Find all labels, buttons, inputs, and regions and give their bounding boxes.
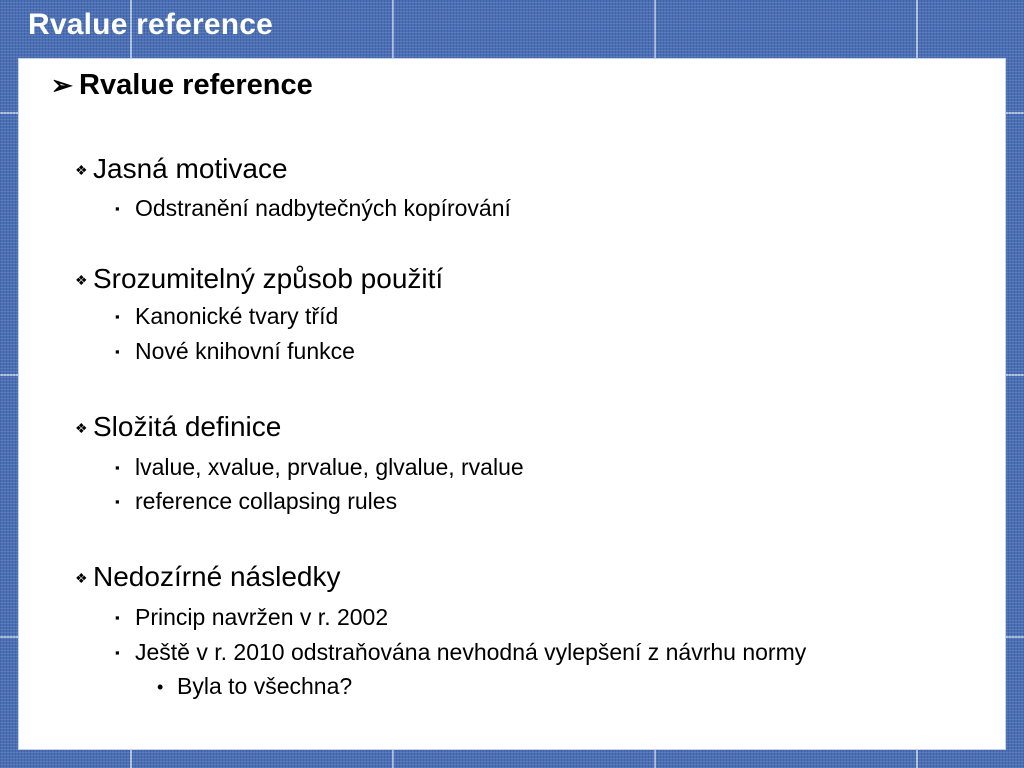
square-bullet-icon: ▪ xyxy=(115,494,120,509)
diamond-bullet-icon: ❖ xyxy=(75,162,88,178)
section-text: Složitá definice xyxy=(93,411,282,442)
section-item-srozumitelny-zpusob xyxy=(75,263,443,295)
list-item-text: Nové knihovní funkce xyxy=(135,338,355,364)
section-text: Jasná motivace xyxy=(93,153,288,184)
section-text: Srozumitelný způsob použití xyxy=(93,263,444,294)
square-bullet-icon: ▪ xyxy=(115,610,120,625)
list-item-text: reference collapsing rules xyxy=(135,488,398,514)
square-bullet-icon: ▪ xyxy=(115,460,120,475)
diamond-bullet-icon: ❖ xyxy=(75,272,88,288)
section-item-jasna-motivace xyxy=(75,153,288,185)
list-item xyxy=(115,604,388,631)
sub-list-item xyxy=(157,673,352,700)
sub-list-item-text: Byla to všechna? xyxy=(177,673,353,699)
square-bullet-icon: ▪ xyxy=(115,309,120,324)
dot-bullet-icon: • xyxy=(157,677,164,697)
list-item xyxy=(115,195,511,222)
diamond-bullet-icon: ❖ xyxy=(75,570,88,586)
square-bullet-icon: ▪ xyxy=(115,645,120,660)
section-item-nedozirne-nasledky xyxy=(75,561,340,593)
list-item xyxy=(115,338,355,365)
arrow-bullet-icon: ➢ xyxy=(51,70,73,100)
heading-item xyxy=(51,69,313,102)
content-panel xyxy=(18,58,1006,750)
square-bullet-icon: ▪ xyxy=(115,201,120,216)
list-item xyxy=(115,639,806,666)
list-item-text: lvalue, xvalue, prvalue, glvalue, rvalue xyxy=(135,454,524,480)
list-item-text: Kanonické tvary tříd xyxy=(135,303,339,329)
slide-title: Rvalue reference xyxy=(28,8,274,41)
list-item xyxy=(115,488,397,515)
list-item-text: Princip navržen v r. 2002 xyxy=(135,604,389,630)
list-item-text: Odstranění nadbytečných kopírování xyxy=(135,195,511,221)
list-item-text: Ještě v r. 2010 odstraňována nevhodná vylepšení z návrhu normy xyxy=(135,639,807,665)
list-item xyxy=(115,454,524,481)
section-text: Nedozírné následky xyxy=(93,561,341,592)
list-item xyxy=(115,303,338,330)
section-item-slozita-definice xyxy=(75,411,281,443)
square-bullet-icon: ▪ xyxy=(115,344,120,359)
heading-text: Rvalue reference xyxy=(79,69,313,101)
diamond-bullet-icon: ❖ xyxy=(75,420,88,436)
